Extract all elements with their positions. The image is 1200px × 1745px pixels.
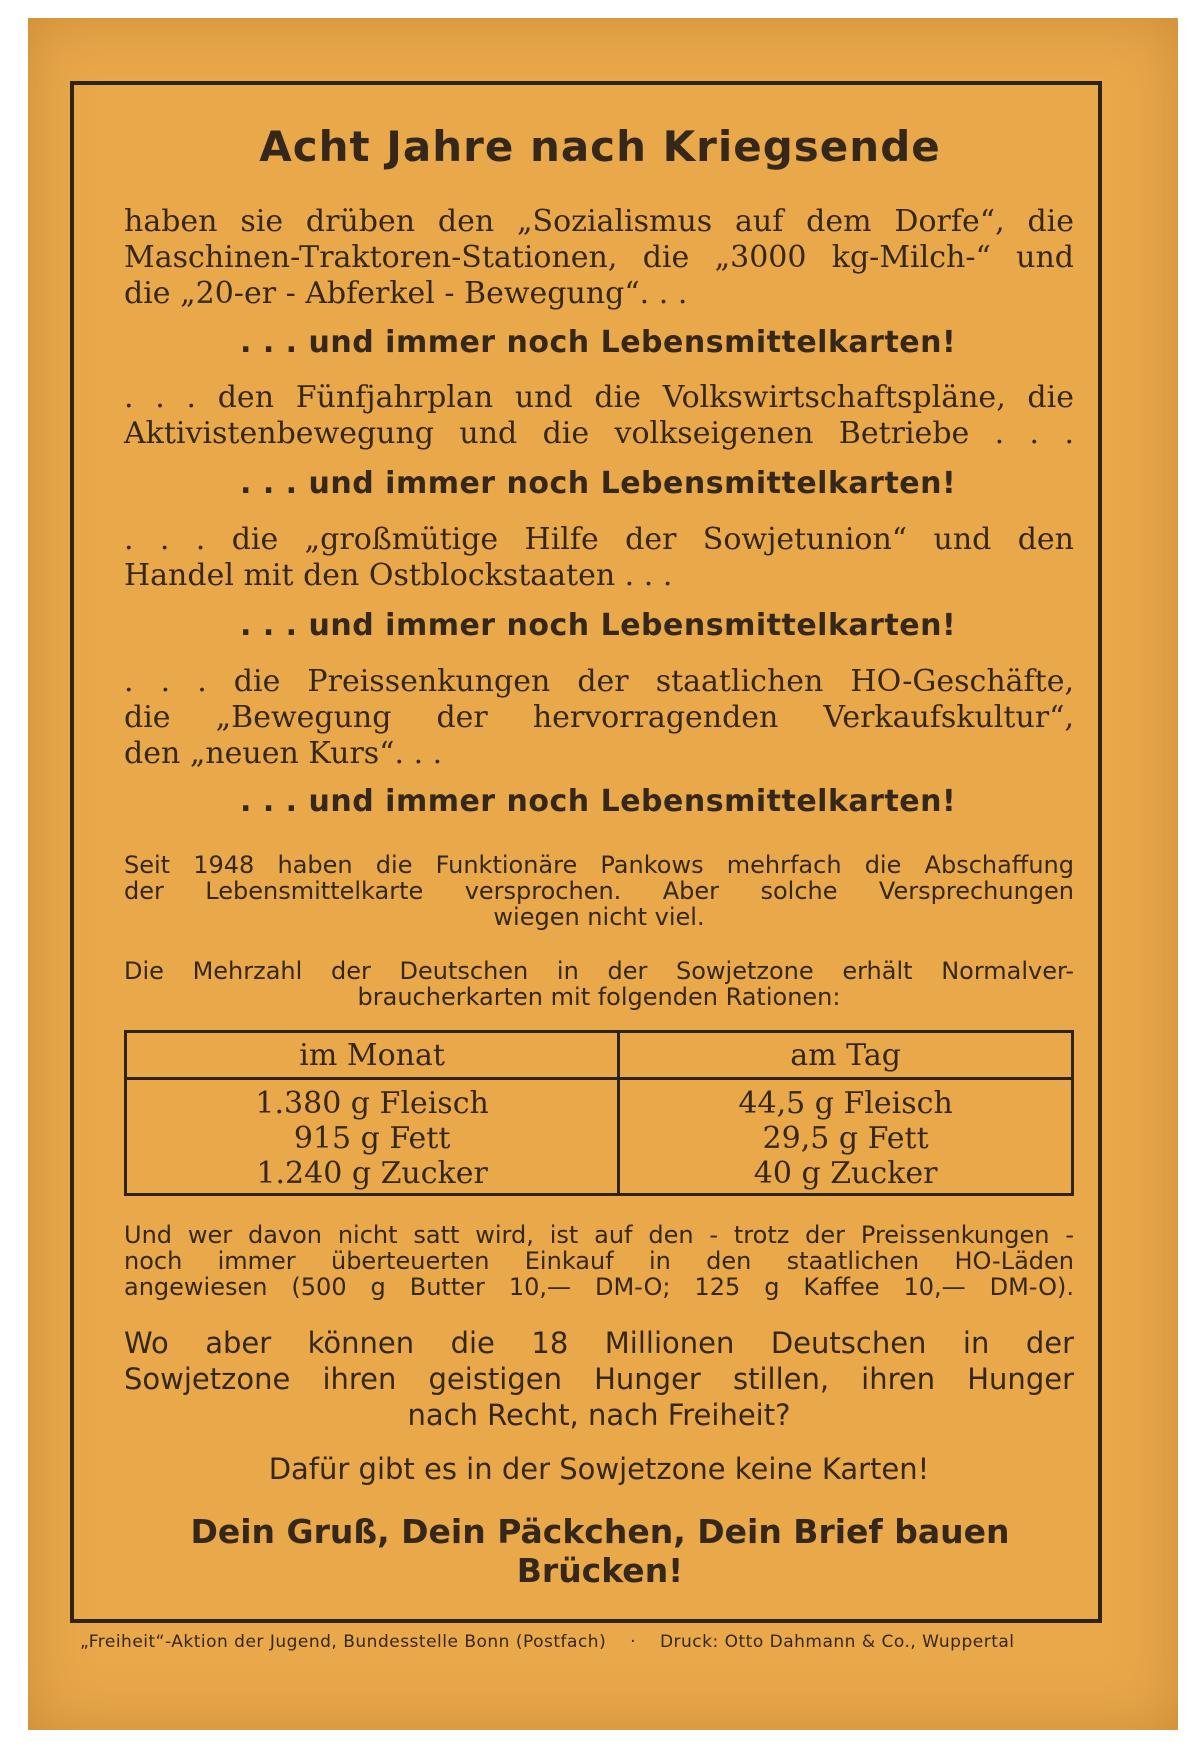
ration-item: 44,5 g Fleisch <box>738 1086 953 1121</box>
publisher-credit: „Freiheit“-Aktion der Jugend, Bundesstelle Bonn (Postfach) <box>80 1632 607 1652</box>
intro-line: Maschinen-Traktoren-Stationen, die „3000 kg-Milch-“ und <box>124 240 1074 275</box>
paragraph-line: Seit 1948 haben die Funktionäre Pankows mehrfach die Abschaffung <box>124 851 1074 879</box>
paragraph-line: . . . den Fünfjahrplan und die Volkswirtschaftspläne, die <box>124 380 1074 415</box>
paragraph-line: der Lebensmittelkarte versprochen. Aber solche Versprechungen <box>124 877 1074 905</box>
print-imprint <box>80 1632 1080 1652</box>
refrain-line: . . . und immer noch Lebensmittelkarten! <box>240 466 957 501</box>
paragraph-line: . . . die Preissenkungen der staatlichen HO-Geschäfte, <box>124 664 1074 699</box>
paragraph-line: noch immer überteuerten Einkauf in den staatlichen HO-Läden <box>124 1247 1074 1275</box>
refrain-line: . . . und immer noch Lebensmittelkarten! <box>240 325 957 360</box>
paragraph-line: angewiesen (500 g Butter 10,— DM-O; 125 g Kaffee 10,— DM-O). <box>124 1273 1074 1301</box>
paragraph-line: wiegen nicht viel. <box>493 903 705 931</box>
paragraph-line: Handel mit den Ostblockstaaten . . . <box>124 558 673 593</box>
majority-paragraph <box>124 958 1074 1010</box>
ration-item: 40 g Zucker <box>753 1156 938 1191</box>
paragraph-line: Wo aber können die 18 Millionen Deutschen in der <box>124 1326 1074 1360</box>
paragraph-line: braucherkarten mit folgenden Rationen: <box>357 983 841 1011</box>
printer-credit: Druck: Otto Dahmann & Co., Wuppertal <box>659 1632 1015 1652</box>
paragraph-line: . . . die „großmütige Hilfe der Sowjetunion“ und den <box>124 522 1074 557</box>
intro-paragraph <box>124 204 1074 312</box>
paragraph-line: nach Recht, nach Freiheit? <box>407 1398 791 1432</box>
separator-dot: · <box>630 1632 637 1652</box>
rations-table <box>124 1030 1074 1196</box>
paragraph-line: Und wer davon nicht satt wird, ist auf den - trotz der Preissenkungen - <box>124 1221 1074 1249</box>
since-1948-paragraph <box>124 852 1074 930</box>
ration-item: 29,5 g Fett <box>762 1121 929 1156</box>
paragraph-line: die „Bewegung der hervorragenden Verkaufskultur“, <box>124 700 1074 735</box>
paragraph-line: Die Mehrzahl der Deutschen in der Sowjetzone erhält Normalver- <box>124 957 1074 985</box>
soviet-help-paragraph <box>124 522 1074 594</box>
hunger-paragraph <box>124 1325 1074 1433</box>
paragraph-line: den „neuen Kurs“. . . <box>124 736 443 771</box>
intro-line: haben sie drüben den „Sozialismus auf dem Dorfe“, die <box>124 204 1074 239</box>
monthly-rations-cell <box>126 1079 619 1195</box>
ration-item: 915 g Fett <box>293 1121 451 1156</box>
column-header-month: im Monat <box>126 1032 619 1079</box>
overpriced-paragraph <box>124 1222 1074 1300</box>
paragraph-line: Aktivistenbewegung und die volkseigenen Betriebe . . . <box>124 416 1074 451</box>
five-year-plan-paragraph <box>124 380 1074 452</box>
refrain-line: . . . und immer noch Lebensmittelkarten! <box>240 608 957 643</box>
column-header-day: am Tag <box>619 1032 1073 1079</box>
intro-line: die „20-er - Abferkel - Bewegung“. . . <box>124 276 688 311</box>
no-cards-line: Dafür gibt es in der Sowjetzone keine Karten! <box>268 1452 930 1486</box>
daily-rations-cell <box>619 1079 1073 1195</box>
refrain-line: . . . und immer noch Lebensmittelkarten! <box>240 784 957 819</box>
ration-item: 1.240 g Zucker <box>256 1156 488 1191</box>
flyer-title: Acht Jahre nach Kriegsende <box>259 122 941 171</box>
ration-item: 1.380 g Fleisch <box>255 1086 489 1121</box>
price-cuts-paragraph <box>124 664 1074 772</box>
slogan: Dein Gruß, Dein Päckchen, Dein Brief bauen Brücken! <box>190 1512 1010 1590</box>
paragraph-line: Sowjetzone ihren geistigen Hunger stillen, ihren Hunger <box>124 1362 1074 1396</box>
